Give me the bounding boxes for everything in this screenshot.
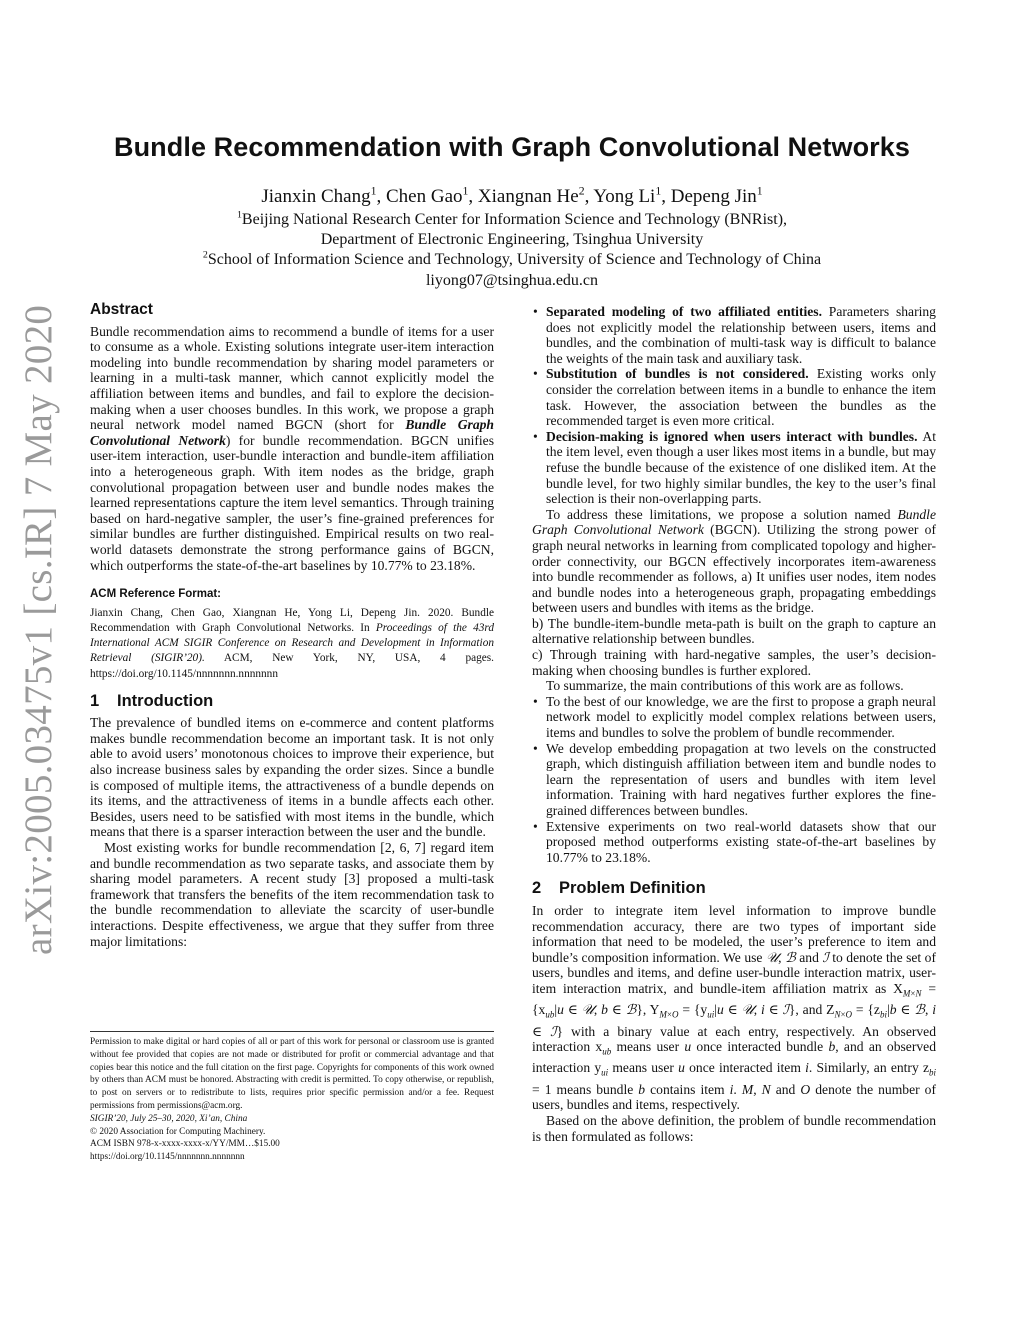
acm-ref-body — [90, 606, 494, 682]
limitation-title: Decision-making is ignored when users interact with bundles. — [546, 428, 918, 444]
solution-text: (BGCN). Utilizing the strong power of graph neural networks in learning from complicated topology and higher-order connectivity, our BGCN effectively incorporates item-awareness into bundle recommender as follows, a) It unifies user nodes, item nodes and bundle nodes into a heterogeneous graph, propagating embeddings between users and bundles with items as the bridge. — [532, 522, 936, 616]
right-column — [532, 304, 936, 1144]
section-number: 2 — [532, 879, 542, 898]
contribution-item: • We develop embedding propagation at two levels on the constructed graph, which distinguish affiliation between item and bundle nodes to learn the representation of users and bundles with item level information. Training with hard negatives further explores the fine-grained differences between bundles. — [532, 741, 936, 819]
contributions-list — [532, 694, 936, 866]
doi-line: https://doi.org/10.1145/nnnnnnn.nnnnnnn — [90, 1152, 245, 1163]
acm-ref-heading: ACM Reference Format: — [90, 588, 221, 601]
contribution-item: • Extensive experiments on two real-world datasets show that our proposed method outperforms existing state-of-the-art baselines by 10.77% to 23.18%. — [532, 819, 936, 866]
limitation-text: Existing works only consider the correlation between items in a bundle to enhance the item task. However, the association between the bundles as the recommended target is even more critical. — [546, 366, 936, 429]
section-title: Introduction — [117, 691, 214, 710]
author-name: Jianxin Chang — [261, 186, 371, 207]
author-list: Jianxin Chang$^1$, Chen Gao$^1$, Xiangnan He$^2$, Yong Li$^1$, Depeng Jin$^1$ — [261, 184, 763, 207]
isbn-line: ACM ISBN 978-x-xxxx-xxxx-x/YY/MM…$15.00 — [90, 1139, 280, 1150]
limitation-title: Separated modeling of two affiliated entities. — [546, 304, 822, 319]
affil-marker: 1 — [756, 184, 763, 198]
intro-paragraph-2: Most existing works for bundle recommendation [2, 6, 7] regard item and bundle recommendation as two separate tasks, and associate them by sharing model parameters. A recent study [3] proposed a multi-task framework that transfers the benefits of the item recommendation task to the bundle recommendation to alleviate the scarcity of user-bundle interactions. Despite effectiveness, we argue that they suffer from three major limitations: — [90, 840, 494, 949]
contributions-intro: To summarize, the main contributions of this work are as follows. — [546, 678, 904, 694]
section-title: Problem Definition — [559, 879, 706, 898]
affil-marker: 1 — [655, 184, 662, 198]
limitation-text: Parameters sharing does not explicitly model the relationship between users, items and bundles, and the combination of multi-task way is difficult to balance the weights of the main task and auxiliary task. — [546, 304, 936, 366]
section-number: 1 — [90, 691, 100, 710]
affiliation-text: School of Information Science and Technology, University of Science and Technology of China — [207, 251, 822, 268]
affiliation-1 — [0, 210, 1024, 230]
problem-paragraph-1: In order to integrate item level information to improve bundle recommendation accuracy, there are two types of important side information that need to be modeled, the user’s preference to item and bundle’s composition information. We use 𝒰, ℬ and ℐ to denote the set of users, bundles and items, and define user-bundle interaction matrix, user-item interaction matrix, and bundle-item affiliation matrix as $X_{M\times N} = \{x_{ub}|u$ ∈ 𝒰, b ∈ ℬ}, $Y_{M\times O} = \{y_{ui}|u$ ∈ 𝒰, i ∈ ℐ}, and $Z_{N\times O} = \{z_{bi}|b$ ∈ ℬ, i ∈ ℐ} with a binary value at each entry, respectively. An observed interaction $x_{ub}$ means user u once interacted bundle b, and an observed interaction $y_{ui}$ means user u once interacted item i. Similarly, an entry $z_{bi} = 1$ means bundle b contains item i. M, N and O denote the number of users, bundles and items, respectively. — [532, 902, 937, 1113]
limitation-item — [532, 429, 936, 507]
limitation-text: At the item level, even though a user likes most items in a bundle, but may refuse the bundle because of the existence of one disliked item. At the bundle level, for two highly similar bundles, the key to the user’s final selection is their non-overlapping parts. — [546, 428, 936, 507]
abstract-emphasis: Bundle Graph Convolutional Network — [90, 417, 494, 448]
affil-marker: 1 — [462, 184, 469, 198]
affil-marker: 2 — [578, 184, 585, 198]
limitation-item — [532, 304, 936, 366]
paper-title: Bundle Recommendation with Graph Convolutional Networks — [113, 132, 911, 162]
acm-ref-text: Jianxin Chang, Chen Gao, Xiangnan He, Yong Li, Depeng Jin. 2020. Bundle Recommendation with Graph Convolutional Networks. In — [90, 606, 494, 634]
conference-line: SIGIR’20, July 25–30, 2020, Xi’an, China — [90, 1113, 248, 1124]
solution-text: To address these limitations, we propose a solution named — [546, 506, 898, 522]
author-name: Xiangnan He — [477, 186, 579, 207]
abstract-body — [90, 324, 494, 574]
affil-marker: 1 — [370, 184, 377, 198]
solution-point-c: c) Through training with hard-negative samples, the user’s decision-making when choosing bundles is further explored. — [532, 647, 936, 678]
affil-marker: 2 — [202, 249, 208, 261]
solution-emphasis: Bundle Graph Convolutional Network — [532, 506, 936, 538]
permission-text: Permission to make digital or hard copies of all or part of this work for personal or classroom use is granted without fee provided that copies are not made or distributed for profit or commercial advantage and that copies bear this notice and the full citation on the first page. Copyrights for components of this work owned by others than ACM must be honored. Abstracting with credit is permitted. To copy otherwise, or republish, to post on servers or to redistribute to lists, requires prior specific permission and/or a fee. Request permissions from permissions@acm.org. — [90, 1037, 494, 1111]
limitations-list — [532, 304, 936, 507]
solution-point-b: b) The bundle-item-bundle meta-path is built on the graph to capture an alternative relationship between bundles. — [532, 615, 936, 647]
problem-paragraph-2: Based on the above definition, the problem of bundle recommendation is then formulated as follows: — [532, 1112, 936, 1144]
limitation-title: Substitution of bundles is not considered. — [546, 366, 809, 382]
intro-heading — [90, 691, 494, 710]
copyright-footnote — [90, 1032, 494, 1164]
author-name: Chen Gao — [386, 186, 463, 207]
abstract-text: ) for bundle recommendation. BGCN unifies user-item interaction, user-bundle interaction and bundle-item affiliation into a heterogeneous graph. With item nodes as the bridge, graph convolutional propagation between user and bundle nodes makes the learned representations capture the item level semantics. Through training based on hard-negative sampler, the user’s fine-grained preferences for similar bundles are further distinguished. Empirical results on two real-world datasets demonstrate the strong performance gains of BGCN, which outperforms the state-of-the-art baselines by 10.77% to 23.18%. — [90, 432, 494, 573]
author-name: Depeng Jin — [670, 186, 757, 207]
affiliation-1-dept: Department of Electronic Engineering, Tsinghua University — [320, 231, 704, 248]
left-column — [90, 302, 494, 949]
contact-email: liyong07@tsinghua.edu.cn — [425, 272, 599, 289]
copyright-line: © 2020 Association for Computing Machinery. — [90, 1126, 266, 1137]
limitation-item — [532, 366, 936, 428]
author-name: Yong Li — [593, 186, 656, 207]
solution-paragraph — [532, 507, 936, 616]
affil-marker: 1 — [236, 209, 242, 221]
intro-paragraph-1: The prevalence of bundled items on e-commerce and content platforms makes bundle recommendation become an important task. It is not only able to avoid users’ monotonous choices to improve their experience, but also increase business sales by expanding the order sizes. Since a bundle is composed of multiple items, the attractiveness of a bundle depends on its items, and the attractiveness of items in a bundle affects each other. Besides, users need to be satisfied with most items in the bundle, which means that there is a sparser interaction between the user and the bundle. — [90, 715, 494, 840]
abstract-text: Bundle recommendation aims to recommend a bundle of items for a user to consume as a whole. Existing solutions integrate user-item interaction modeling into bundle recommendation by sharing model parameters or learning in a multi-task manner, which cannot explicitly model the affiliation between items and bundles, and fail to explore the decision-making when a user chooses bundles. In this work, we propose a graph neural network model named BGCN (short for — [90, 323, 494, 433]
acm-ref-text: ACM, New York, NY, USA, 4 pages. https://doi.org/10.1145/nnnnnnn.nnnnnnn — [90, 652, 494, 680]
acm-ref-proceedings: Proceedings of the 43rd International ACM SIGIR Conference on Research and Development in Information Retrieval (SIGIR’20). — [90, 621, 494, 665]
abstract-heading: Abstract — [90, 301, 153, 318]
contribution-item: • To the best of our knowledge, we are the first to propose a graph neural network model to explicitly model complex relations between users, items and bundles to solve the problem of bundle recommender. — [532, 694, 936, 741]
affiliation-2 — [0, 250, 1024, 270]
problem-heading — [532, 881, 936, 897]
arxiv-identifier-text: arXiv:2005.03475v1 [cs.IR] 7 May 2020 — [17, 304, 60, 955]
affiliation-text: Beijing National Research Center for Information Science and Technology (BNRist), — [241, 211, 788, 228]
